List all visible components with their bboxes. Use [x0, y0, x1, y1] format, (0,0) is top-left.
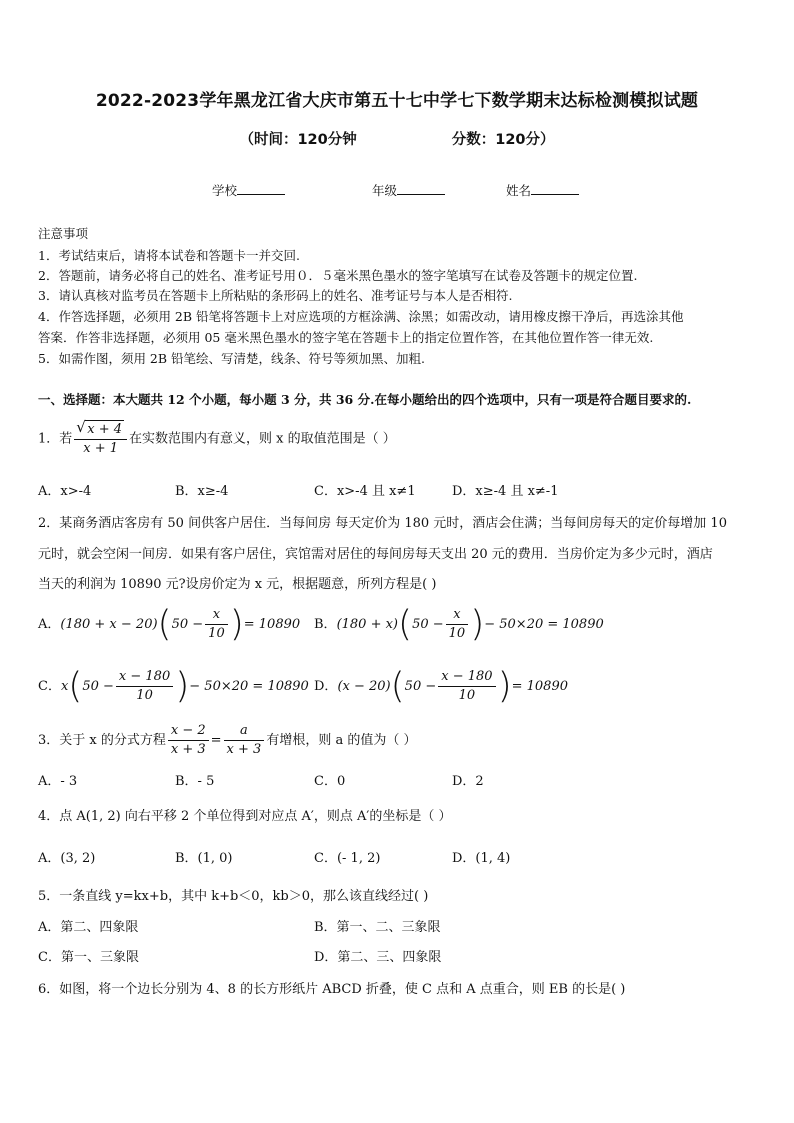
section-heading: 一、选择题：本大题共 12 个小题，每小题 3 分，共 36 分.在每小题给出的四个选项中，只有一项是符合题目要求的.	[38, 392, 692, 407]
q3-option-a[interactable]: A．- 3	[38, 774, 78, 789]
q3-option-c[interactable]: C．0	[314, 774, 346, 789]
time-info: （时间：120分钟	[239, 132, 357, 148]
q1-fraction: √ $\frac{x + 4}{x + 1}$	[74, 420, 127, 458]
note-item: 4．作答选择题，必须用 2B 铅笔将答题卡上对应选项的方框涂满、涂黑；如需改动，请用橡皮擦干净后，再选涂其他	[38, 309, 684, 324]
q4-option-c[interactable]: C．(- 1, 2)	[314, 851, 381, 866]
q1-option-d[interactable]: D．x≥-4 且 x≠-1	[452, 484, 559, 499]
question-2-line: 2．某商务酒店客房有 50 间供客户居住．当每间房 每天定价为 180 元时，酒店会住满；当每间房每天的定价每增加 10	[38, 516, 727, 531]
q2-option-a[interactable]: A．(180 + x − 20)(50 − $\frac{x}{10}$ )= 10890	[38, 603, 301, 645]
school-field: 学校	[212, 181, 285, 199]
name-field: 姓名	[506, 181, 579, 199]
question-3: 3．关于 x 的分式方程 $\frac{x - 2}{x + 3}$ = $\frac{a}{x + 3}$ 有增根，则 a 的值为（ ）	[38, 723, 417, 757]
exam-title: 2022-2023学年黑龙江省大庆市第五十七中学七下数学期末达标检测模拟试题	[95, 91, 699, 111]
exam-subtitle	[0, 128, 794, 149]
note-item: 5．如需作图，须用 2B 铅笔绘、写清楚，线条、符号等须加黑、加粗.	[38, 351, 426, 366]
q5-option-d[interactable]: D．第二、三、四象限	[314, 950, 442, 965]
q5-option-a[interactable]: A．第二、四象限	[38, 920, 139, 935]
question-2-line: 当天的利润为 10890 元?设房价定为 x 元，根据题意，所列方程是( )	[38, 577, 437, 592]
notes-heading: 注意事项	[38, 226, 89, 241]
grade-field: 年级	[372, 181, 445, 199]
q3-option-b[interactable]: B．- 5	[175, 774, 215, 789]
q2-option-b[interactable]: B．(180 + x)(50 − $\frac{x}{10}$ )− 50×20 = 10890	[314, 603, 604, 645]
question-2-line: 元时，就会空闲一间房．如果有客户居住，宾馆需对居住的每间房每天支出 20 元的费用．当房价定为多少元时，酒店	[38, 547, 713, 562]
q4-option-b[interactable]: B．(1, 0)	[175, 851, 233, 866]
score-info: 分数：120分）	[451, 132, 555, 148]
q1-option-c[interactable]: C．x>-4 且 x≠1	[314, 484, 416, 499]
q3-option-d[interactable]: D．2	[452, 774, 484, 789]
q5-option-c[interactable]: C．第一、三象限	[38, 950, 139, 965]
q2-option-d[interactable]: D．(x − 20)(50 − $\frac{x - 180}{10}$ )= 10890	[314, 665, 568, 707]
question-5: 5．一条直线 y=kx+b，其中 k+b＜0，kb＞0，那么该直线经过( )	[38, 889, 429, 904]
question-1: 1．若 √ $\frac{x + 4}{x + 1}$ 在实数范围内有意义，则 x 的取值范围是（ ）	[38, 420, 396, 458]
q4-option-a[interactable]: A．(3, 2)	[38, 851, 96, 866]
q5-option-b[interactable]: B．第一、二、三象限	[314, 920, 441, 935]
note-item: 答案．作答非选择题，必须用 05 毫米黑色墨水的签字笔在答题卡上的指定位置作答，在其他位置作答一律无效.	[38, 330, 654, 345]
question-4: 4．点 A(1, 2) 向右平移 2 个单位得到对应点 A′，则点 A′的坐标是（ ）	[38, 809, 452, 824]
question-6: 6．如图，将一个边长分别为 4、8 的长方形纸片 ABCD 折叠，使 C 点和 A 点重合，则 EB 的长是( )	[38, 982, 626, 997]
note-item: 1．考试结束后，请将本试卷和答题卡一并交回.	[38, 248, 300, 263]
q1-option-a[interactable]: A．x>-4	[38, 484, 92, 499]
note-item: 2．答题前，请务必将自己的姓名、准考证号用０．５毫米黑色墨水的签字笔填写在试卷及答题卡的规定位置.	[38, 268, 638, 283]
q4-option-d[interactable]: D．(1, 4)	[452, 851, 511, 866]
note-item: 3．请认真核对监考员在答题卡上所粘贴的条形码上的姓名、准考证号与本人是否相符.	[38, 288, 513, 303]
q2-option-c[interactable]: C．x(50 − $\frac{x - 180}{10}$ )− 50×20 = 10890	[38, 665, 309, 707]
q1-option-b[interactable]: B．x≥-4	[175, 484, 229, 499]
